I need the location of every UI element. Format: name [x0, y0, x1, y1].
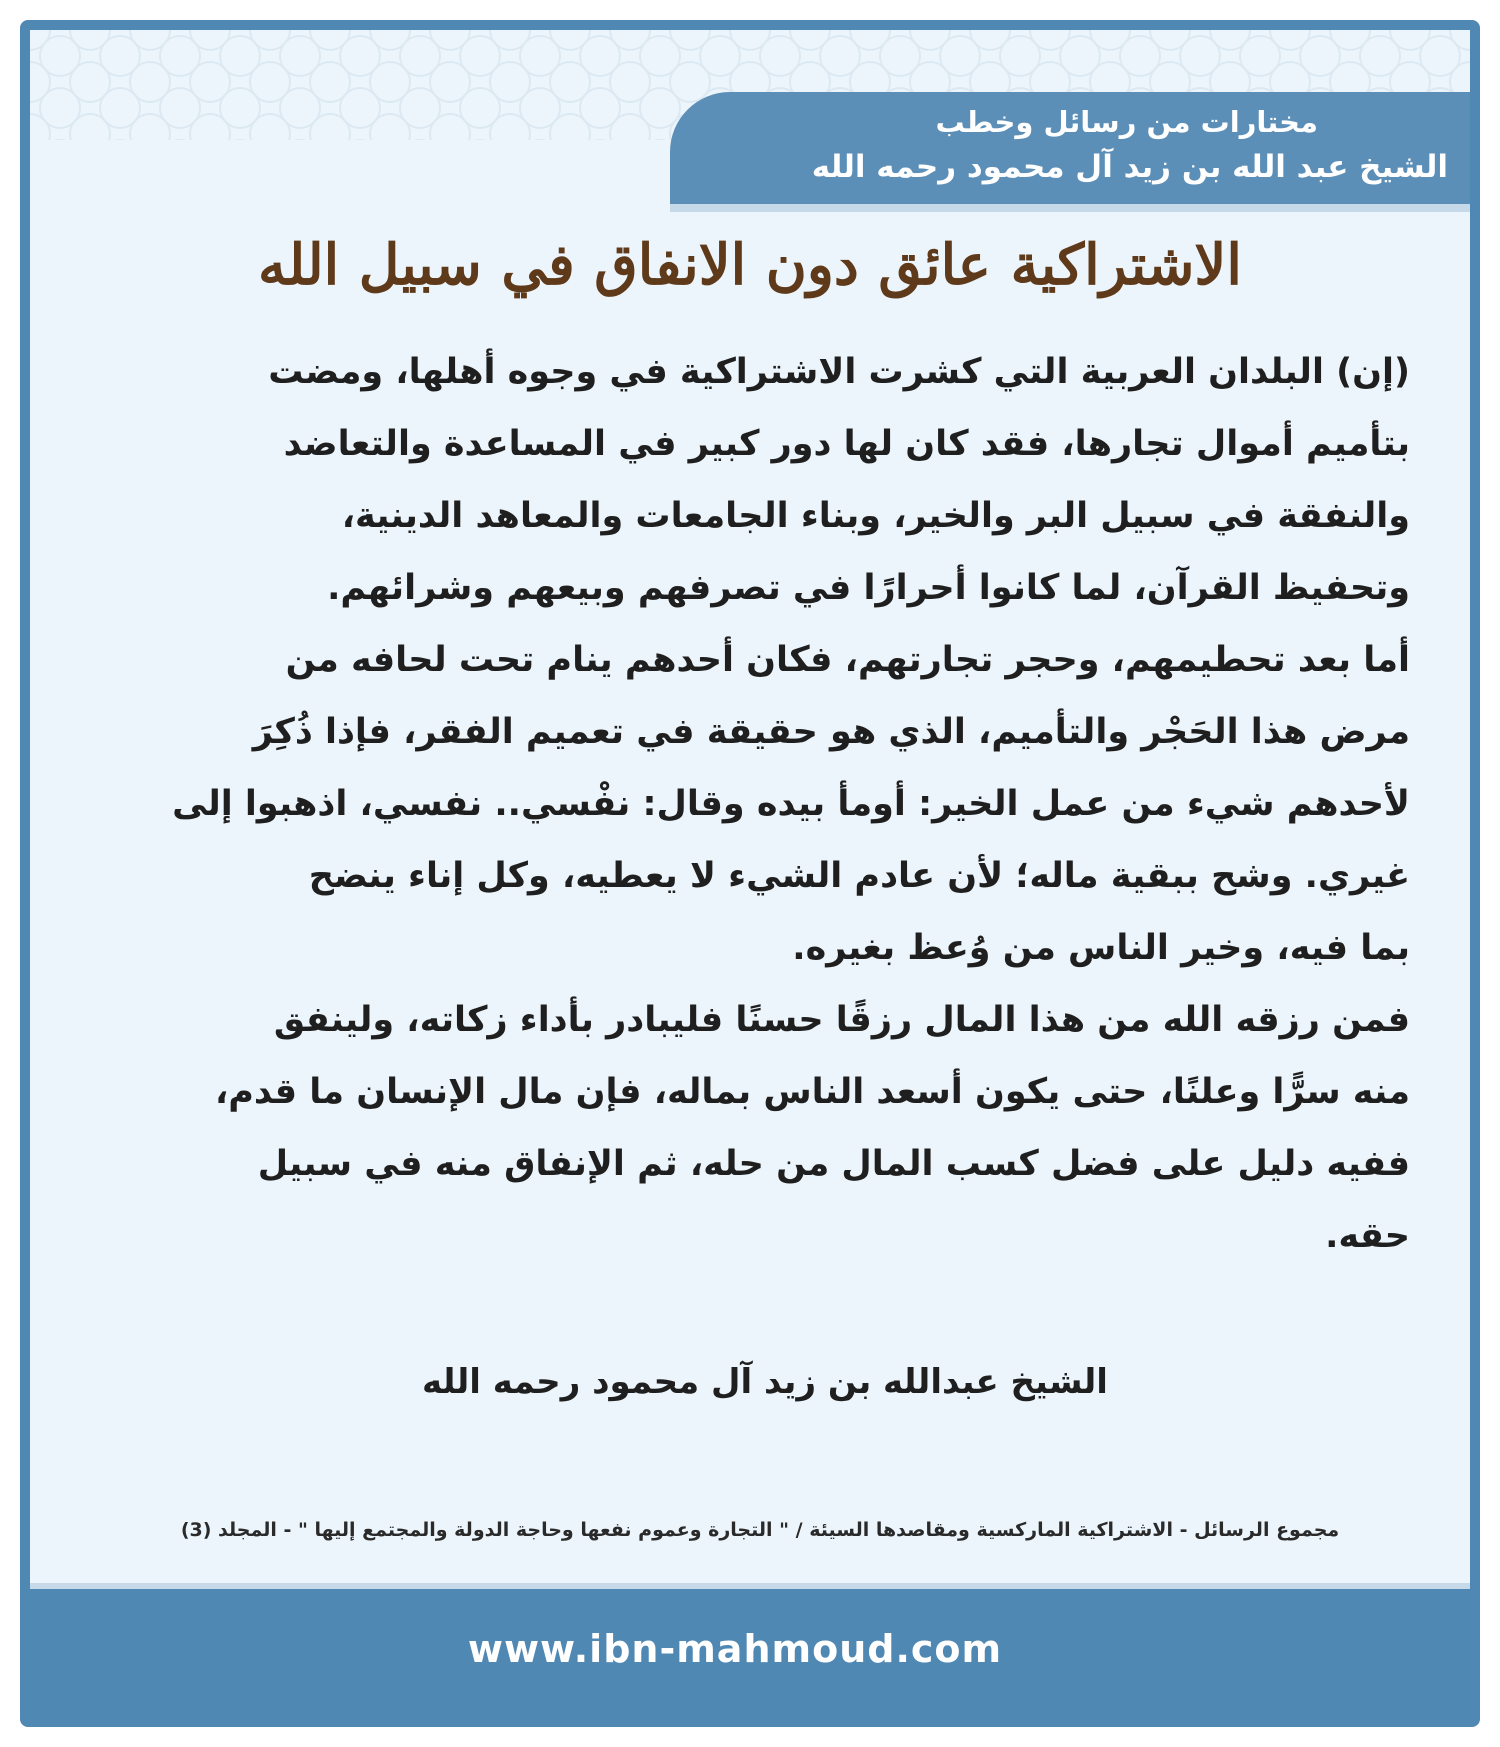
- body-line: منه سرًّا وعلنًا، حتى يكون أسعد الناس بماله، فإن مال الإنسان ما قدم،: [214, 1072, 1410, 1112]
- body-line: فمن رزقه الله من هذا المال رزقًا حسنًا فليبادر بأداء زكاته، ولينفق: [273, 1000, 1410, 1040]
- header-subtitle: مختارات من رسائل وخطب: [935, 105, 1318, 139]
- card-frame: [20, 20, 1480, 1727]
- article-body: [128, 336, 1410, 1272]
- body-line: مرض هذا الحَجْر والتأميم، الذي هو حقيقة في تعميم الفقر، فإذا ذُكِرَ: [252, 712, 1410, 752]
- body-line: لأحدهم شيء من عمل الخير: أومأ بيده وقال: نفْسي.. نفسي، اذهبوا إلى: [172, 784, 1410, 824]
- body-line: حقه.: [1325, 1216, 1410, 1256]
- body-line: وتحفيظ القرآن، لما كانوا أحرارًا في تصرفهم وبيعهم وشرائهم.: [327, 568, 1410, 608]
- header-author: الشيخ عبد الله بن زيد آل محمود رحمه الله: [811, 149, 1448, 185]
- body-line: ففيه دليل على فضل كسب المال من حله، ثم الإنفاق منه في سبيل: [257, 1144, 1410, 1184]
- header-banner: [670, 92, 1470, 204]
- source-citation: مجموع الرسائل - الاشتراكية الماركسية ومقاصدها السيئة / " التجارة وعموم نفعها وحاجة الدولة والمجتمع إليها " - المجلد (3): [180, 1519, 1340, 1541]
- body-line: والنفقة في سبيل البر والخير، وبناء الجامعات والمعاهد الدينية،: [341, 496, 1410, 536]
- body-line: بما فيه، وخير الناس من وُعظ بغيره.: [792, 928, 1410, 968]
- body-line: (إن) البلدان العربية التي كشرت الاشتراكية في وجوه أهلها، ومضت: [268, 352, 1410, 392]
- body-line: أما بعد تحطيمهم، وحجر تجارتهم، فكان أحدهم ينام تحت لحافه من: [285, 640, 1410, 680]
- author-signature: الشيخ عبدالله بن زيد آل محمود رحمه الله: [422, 1362, 1108, 1402]
- website-link[interactable]: www.ibn-mahmoud.com: [467, 1627, 1003, 1671]
- footer-bar: [30, 1583, 1470, 1717]
- body-line: بتأميم أموال تجارها، فقد كان لها دور كبير في المساعدة والتعاضد: [283, 424, 1410, 464]
- page-title: الاشتراكية عائق دون الانفاق في سبيل الله: [258, 232, 1242, 298]
- body-line: غيري. وشح ببقية ماله؛ لأن عادم الشيء لا يعطيه، وكل إناء ينضح: [308, 856, 1410, 896]
